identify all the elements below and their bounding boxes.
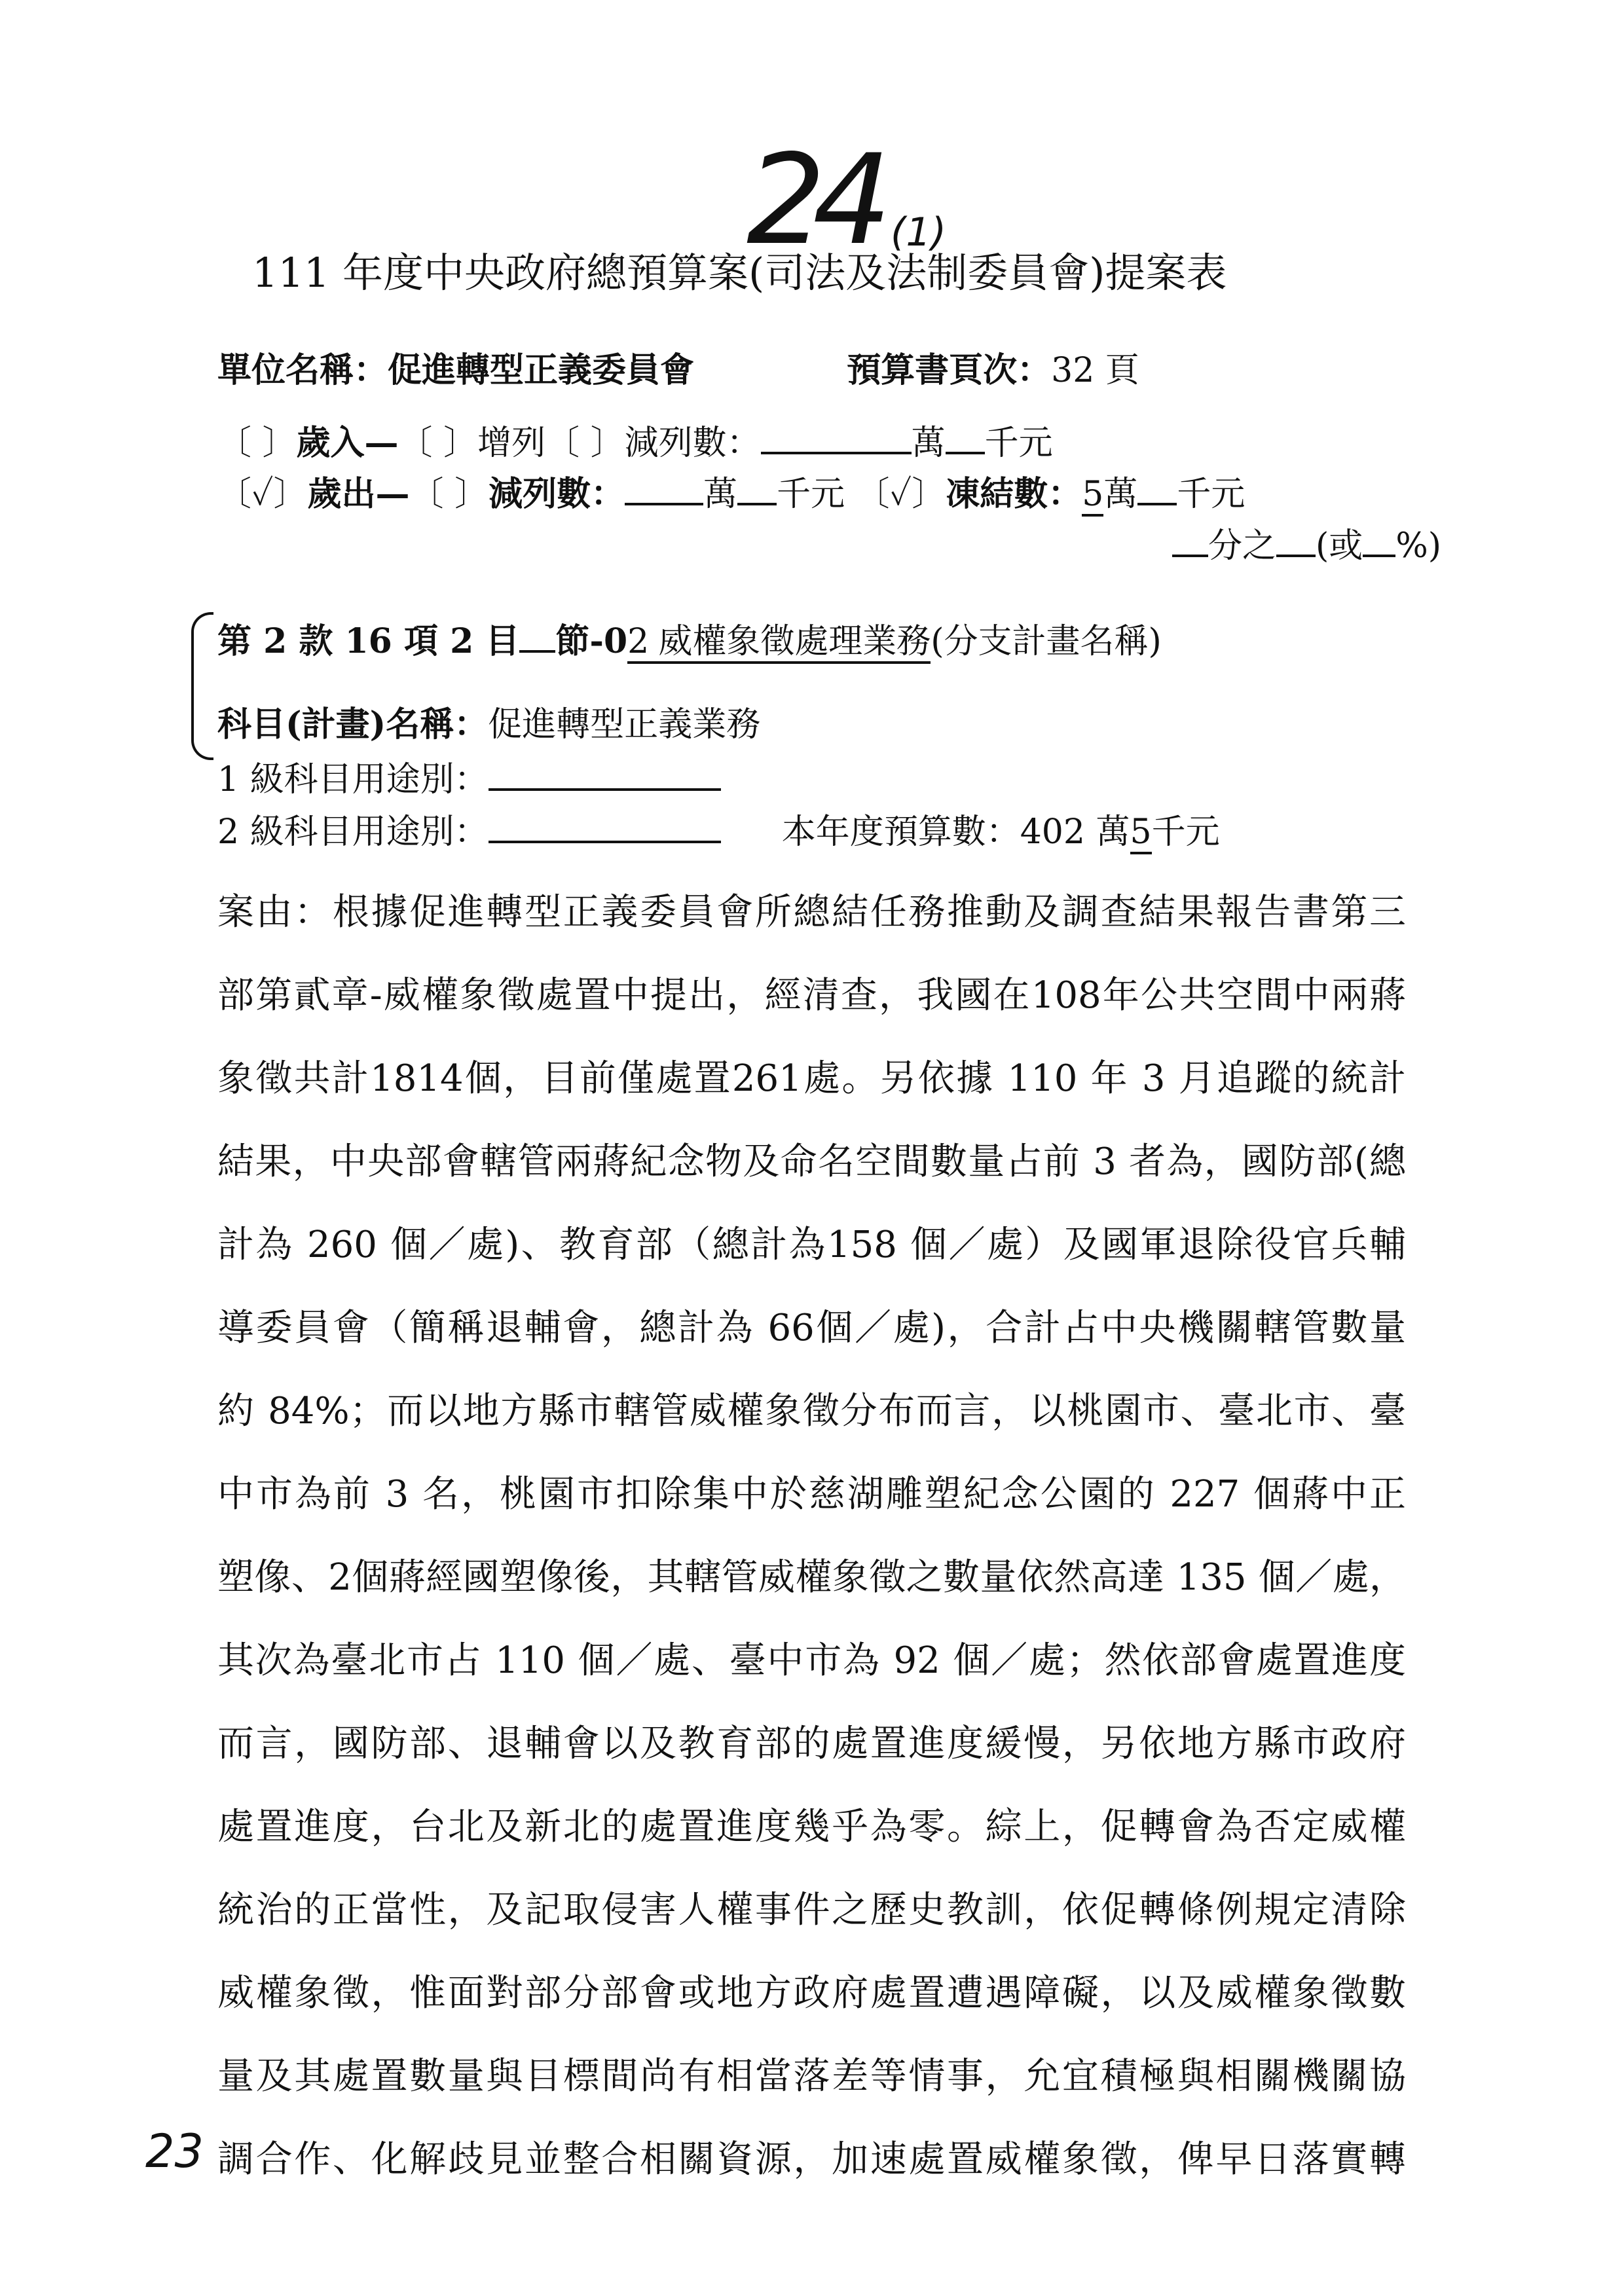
huo-label: (或 [1316, 526, 1363, 566]
body-line: 約 84%；而以地方縣市轄管威權象徵分布而言，以桃園市、臺北市、臺 [217, 1390, 1406, 1432]
body-line: 處置進度，台北及新北的處置進度幾乎為零。綜上，促轉會為否定威權 [217, 1806, 1406, 1848]
expense-line [217, 470, 1245, 514]
level2-blank[interactable] [489, 808, 721, 843]
wan-label: 萬 [1103, 475, 1138, 514]
program-prefix: 第 2 款 16 項 2 目 [217, 621, 520, 661]
expense-decrease-checkbox[interactable]: 〔 〕 [409, 475, 489, 514]
expense-qian-blank[interactable] [737, 470, 777, 505]
subject-line [217, 705, 760, 744]
unit-label: 單位名稱： [217, 350, 388, 390]
budget-qian-value: 5 [1130, 812, 1152, 854]
expense-decrease-label: 減列數： [489, 474, 625, 514]
qian-label: 千元 [777, 475, 845, 514]
fraction-blank[interactable] [1172, 522, 1208, 557]
freeze-label: 凍結數： [946, 474, 1082, 514]
increase-checkbox[interactable]: 〔 〕 [398, 424, 478, 463]
fen-label: 分之 [1208, 526, 1277, 566]
handwritten-page-mark: 24 [747, 128, 879, 272]
program-num: 2 [627, 622, 649, 664]
page-title: 111 年度中央政府總預算案(司法及法制委員會)提案表 [252, 249, 1227, 297]
body-line: 而言，國防部、退輔會以及教育部的處置進度緩慢，另依地方縣市政府 [217, 1722, 1406, 1765]
jie-blank[interactable] [519, 617, 555, 653]
page-value: 32 頁 [1051, 351, 1139, 390]
jie-label: 節-0 [555, 621, 628, 661]
wan-blank[interactable] [761, 419, 912, 454]
percent-label: %) [1395, 526, 1442, 566]
body-line: 部第貳章-威權象徵處置中提出，經清查，我國在108年公共空間中兩蔣 [217, 974, 1406, 1017]
unit-line [217, 351, 1139, 390]
qian-label: 千元 [1151, 812, 1220, 852]
body-line: 結果，中央部會轄管兩蔣紀念物及命名空間數量占前 3 者為，國防部(總 [217, 1140, 1406, 1183]
budget-label: 本年度預算數： [781, 812, 1020, 852]
income-checkbox[interactable]: 〔 〕 [217, 424, 297, 463]
expense-wan-blank[interactable] [625, 470, 703, 505]
decrease-label: 減列數： [624, 424, 761, 463]
percent-blank[interactable] [1363, 522, 1395, 557]
subject-value: 促進轉型正義業務 [488, 705, 761, 744]
program-suffix: (分支計畫名稱) [931, 622, 1162, 661]
level1-label: 1 級科目用途別： [217, 760, 489, 799]
body-line: 威權象徵，惟面對部分部會或地方政府處置遭遇障礙，以及威權象徵數 [217, 1972, 1406, 2014]
level1-line [217, 756, 721, 799]
decrease-checkbox[interactable]: 〔 〕 [545, 424, 625, 463]
qian-blank[interactable] [946, 419, 985, 454]
body-line: 統治的正當性，及記取侵害人權事件之歷史教訓，依促轉條例規定清除 [217, 1889, 1406, 1931]
unit-value: 促進轉型正義委員會 [388, 350, 695, 390]
program-name: 威權象徵處理業務 [649, 622, 931, 664]
expense-checkbox[interactable]: 〔✓〕 [217, 475, 308, 514]
handwritten-sub-mark: (1) [891, 210, 946, 255]
body-line: 量及其處置數量與目標間尚有相當落差等情事，允宜積極與相關機關協 [217, 2055, 1406, 2098]
wan-label: 萬 [703, 475, 738, 514]
income-line [217, 419, 1053, 463]
bracket [191, 612, 213, 760]
qian-label: 千元 [984, 424, 1053, 463]
freeze-qian-blank[interactable] [1137, 470, 1177, 505]
fraction-blank-2[interactable] [1276, 522, 1316, 557]
increase-label: 增列 [477, 424, 546, 463]
body-line: 調合作、化解歧見並整合相關資源，加速處置威權象徵，俾早日落實轉 [217, 2138, 1406, 2181]
body-line: 中市為前 3 名，桃園市扣除集中於慈湖雕塑紀念公園的 227 個蔣中正 [217, 1473, 1406, 1516]
expense-label: 歲出— [307, 474, 410, 514]
wan-label: 萬 [911, 424, 946, 463]
page-label: 預算書頁次： [847, 350, 1052, 390]
freeze-checkbox[interactable]: 〔✓〕 [855, 475, 946, 514]
body-line: 象徵共計1814個，目前僅處置261處。另依據 110 年 3 月追蹤的統計 [217, 1057, 1406, 1100]
program-line [217, 617, 1162, 661]
body-line: 其次為臺北市占 110 個／處、臺中市為 92 個／處；然依部會處置進度 [217, 1639, 1406, 1682]
body-line: 案由：根據促進轉型正義委員會所總結任務推動及調查結果報告書第三 [217, 891, 1406, 934]
income-label: 歲入— [296, 423, 399, 463]
qian-label: 千元 [1177, 475, 1246, 514]
budget-value: 402 萬 [1020, 812, 1130, 852]
body-line: 計為 260 個／處)、教育部（總計為158 個／處）及國軍退除役官兵輔 [217, 1224, 1406, 1266]
level2-line [217, 808, 1220, 852]
body-line: 塑像、2個蔣經國塑像後，其轄管威權象徵之數量依然高達 135 個／處， [217, 1556, 1406, 1599]
fraction-line [1172, 522, 1441, 566]
freeze-wan-value[interactable]: 5 [1082, 475, 1103, 517]
level1-blank[interactable] [489, 756, 721, 791]
body-line: 導委員會（簡稱退輔會，總計為 66個／處)，合計占中央機關轄管數量 [217, 1307, 1406, 1349]
subject-label: 科目(計畫)名稱： [217, 704, 489, 744]
handwritten-margin-mark: 23 [145, 2124, 204, 2178]
level2-label: 2 級科目用途別： [217, 812, 489, 852]
